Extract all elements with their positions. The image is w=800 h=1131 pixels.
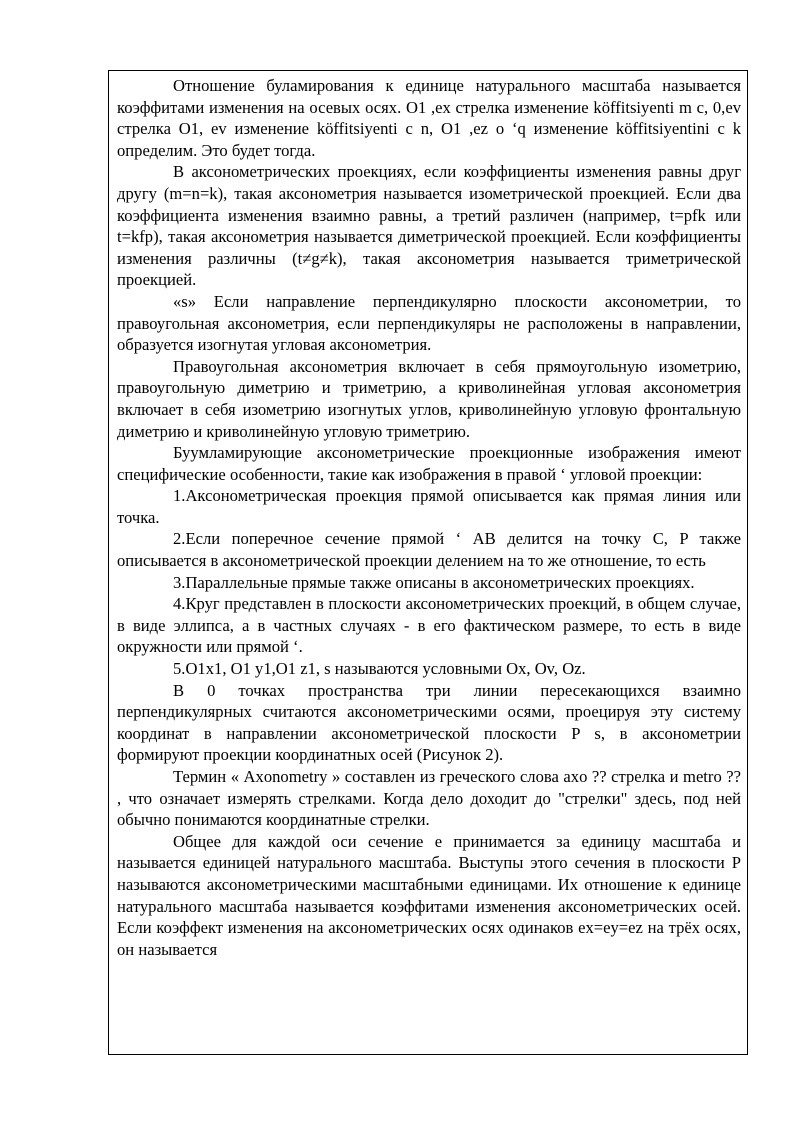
list-item-4: 4.Круг представлен в плоскости аксонометрических проекций, в общем случае, в виде эллипса, а в частных случаях - в его фактическом размере, то есть в виде окружности или прямой ‘. <box>117 594 741 657</box>
list-item-3: 3.Параллельные прямые также описаны в аксонометрических проекциях. <box>173 572 695 592</box>
list-item-2: 2.Если поперечное сечение прямой ‘ AB делится на точку C, P также описывается в аксонометрической проекции делением на то же отношение, то есть <box>117 529 741 571</box>
paragraph-8: Общее для каждой оси сечение е принимается за единицу масштаба и называется единицей натурального масштаба. Выступы этого сечения в плоскости P называются аксонометрическими масштабными единицами. Их отношение к единице натурального масштаба называется коэффитами изменения аксонометрических осей. Если коэффект изменения на аксонометрических осях одинаков ex=ey=ez на трёх осях, он называется <box>117 831 741 959</box>
paragraph-7: Термин « Axonometry » составлен из греческого слова axo ?? стрелка и metro ?? , что означает измерять стрелками. Когда дело доходит до "стрелки" здесь, под ней обычно понимаются координатные стрелки. <box>117 767 741 830</box>
paragraph-3: «s» Если направление перпендикулярно плоскости аксонометрии, то правоугольная аксонометрия, если перпендикуляры не расположены в направлении, образуется изогнутая угловая аксонометрия. <box>117 291 741 355</box>
list-item-1: 1.Аксонометрическая проекция прямой описывается как прямая линия или точка. <box>117 486 741 527</box>
page-frame <box>108 70 748 1055</box>
list-item-5: 5.O1x1, O1 y1,O1 z1, s называются условными Ox, Ov, Oz. <box>173 659 586 679</box>
paragraph-2: В аксонометрических проекциях, если коэффициенты изменения равны друг другу (m=n=k), такая аксонометрия называется изометрической проекцией. Если два коэффициента изменения взаимно равны, а третий различен (например, t=pfk или t=kfp), такая аксонометрия называется диметрической проекцией. Если коэффициенты изменения различны (t≠g≠k), такая аксонометрия называется триметрической проекцией. <box>117 162 741 290</box>
paragraph-4: Правоугольная аксонометрия включает в себя прямоугольную изометрию, правоугольную диметрию и триметрию, а криволинейная угловая аксонометрия включает в себя изометрию изогнутых углов, криволинейную угловую фронтальную диметрию и криволинейную угловую триметрию. <box>117 356 741 441</box>
paragraph-5: Буумламирующие аксонометрические проекционные изображения имеют специфические особенности, такие как изображения в правой ‘ угловой проекции: <box>117 443 741 484</box>
paragraph-1: Отношение буламирования к единице натурального масштаба называется коэффитами изменения на осевых осях. O1 ,ex стрелка изменение köffitsiyenti m c, 0,ev стрелка O1, ev изменение köffitsiyenti c n, O1 ,ez o ‘q изменение köffitsiyentini c k определим. Это будет тогда. <box>117 76 741 160</box>
document-body <box>117 75 741 1054</box>
paragraph-6: В 0 точках пространства три линии пересекающихся взаимно перпендикулярных считаются аксонометрическими осями, проецируя эту систему координат в направлении аксонометрической плоскости P s, в аксонометрии формируют проекции координатных осей (Рисунок 2). <box>117 680 741 765</box>
